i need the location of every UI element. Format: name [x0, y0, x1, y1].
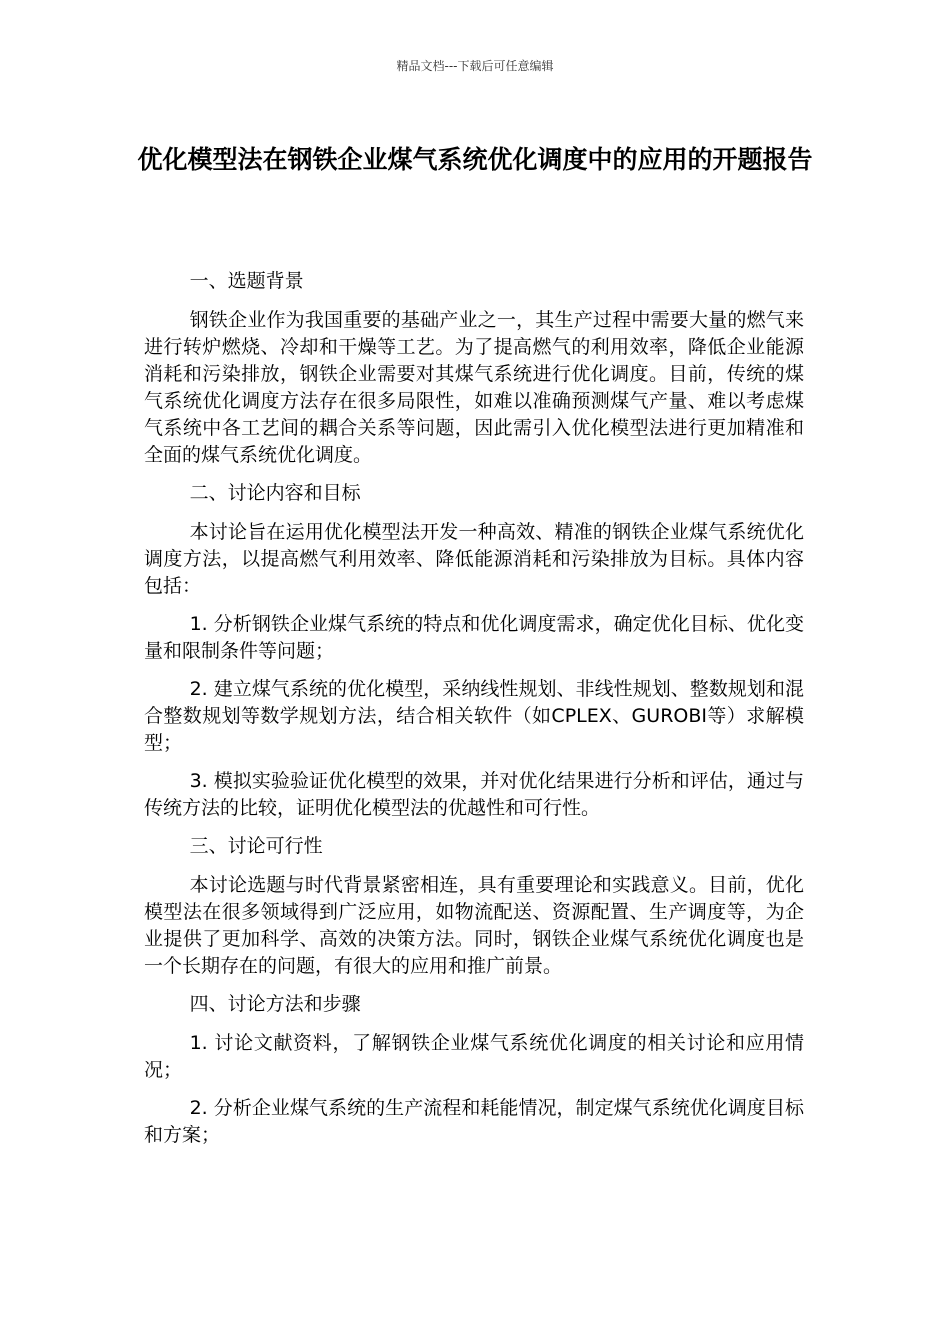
document-body	[144, 268, 804, 1160]
section-heading-feasibility: 三、讨论可行性	[189, 835, 323, 857]
list-item-content-2: 2. 建立煤气系统的优化模型，采纳线性规划、非线性规划、整数规划和混合整数规划等数学规划方法，结合相关软件（如CPLEX、GUROBI等）求解模型；	[144, 678, 804, 754]
paragraph-background: 钢铁企业作为我国重要的基础产业之一，其生产过程中需要大量的燃气来进行转炉燃烧、冷却和干燥等工艺。为了提高燃气的利用效率，降低企业能源消耗和污染排放，钢铁企业需要对其煤气系统进行优化调度。目前，传统的煤气系统优化调度方法存在很多局限性，如难以准确预测煤气产量、难以考虑煤气系统中各工艺间的耦合关系等问题，因此需引入优化模型法进行更加精准和全面的煤气系统优化调度。	[144, 309, 804, 466]
section-heading-content-goals: 二、讨论内容和目标	[189, 482, 361, 504]
document-title: 优化模型法在钢铁企业煤气系统优化调度中的应用的开题报告	[137, 145, 813, 174]
paragraph-feasibility: 本讨论选题与时代背景紧密相连，具有重要理论和实践意义。目前，优化模型法在很多领域得到广泛应用，如物流配送、资源配置、生产调度等，为企业提供了更加科学、高效的决策方法。同时，钢铁企业煤气系统优化调度也是一个长期存在的问题，有很大的应用和推广前景。	[144, 874, 804, 977]
header-note: 精品文档---下载后可任意编辑	[396, 59, 554, 73]
paragraph-content-intro: 本讨论旨在运用优化模型法开发一种高效、精准的钢铁企业煤气系统优化调度方法，以提高燃气利用效率、降低能源消耗和污染排放为目标。具体内容包括：	[144, 521, 804, 597]
section-heading-background: 一、选题背景	[189, 270, 304, 292]
list-item-content-1: 1. 分析钢铁企业煤气系统的特点和优化调度需求，确定优化目标、优化变量和限制条件等问题；	[144, 613, 804, 662]
list-item-method-1: 1. 讨论文献资料，了解钢铁企业煤气系统优化调度的相关讨论和应用情况；	[144, 1032, 804, 1081]
list-item-content-3: 3. 模拟实验验证优化模型的效果，并对优化结果进行分析和评估，通过与传统方法的比较，证明优化模型法的优越性和可行性。	[144, 770, 804, 819]
list-item-method-2: 2. 分析企业煤气系统的生产流程和耗能情况，制定煤气系统优化调度目标和方案；	[144, 1097, 804, 1146]
section-heading-methods: 四、讨论方法和步骤	[189, 993, 361, 1015]
